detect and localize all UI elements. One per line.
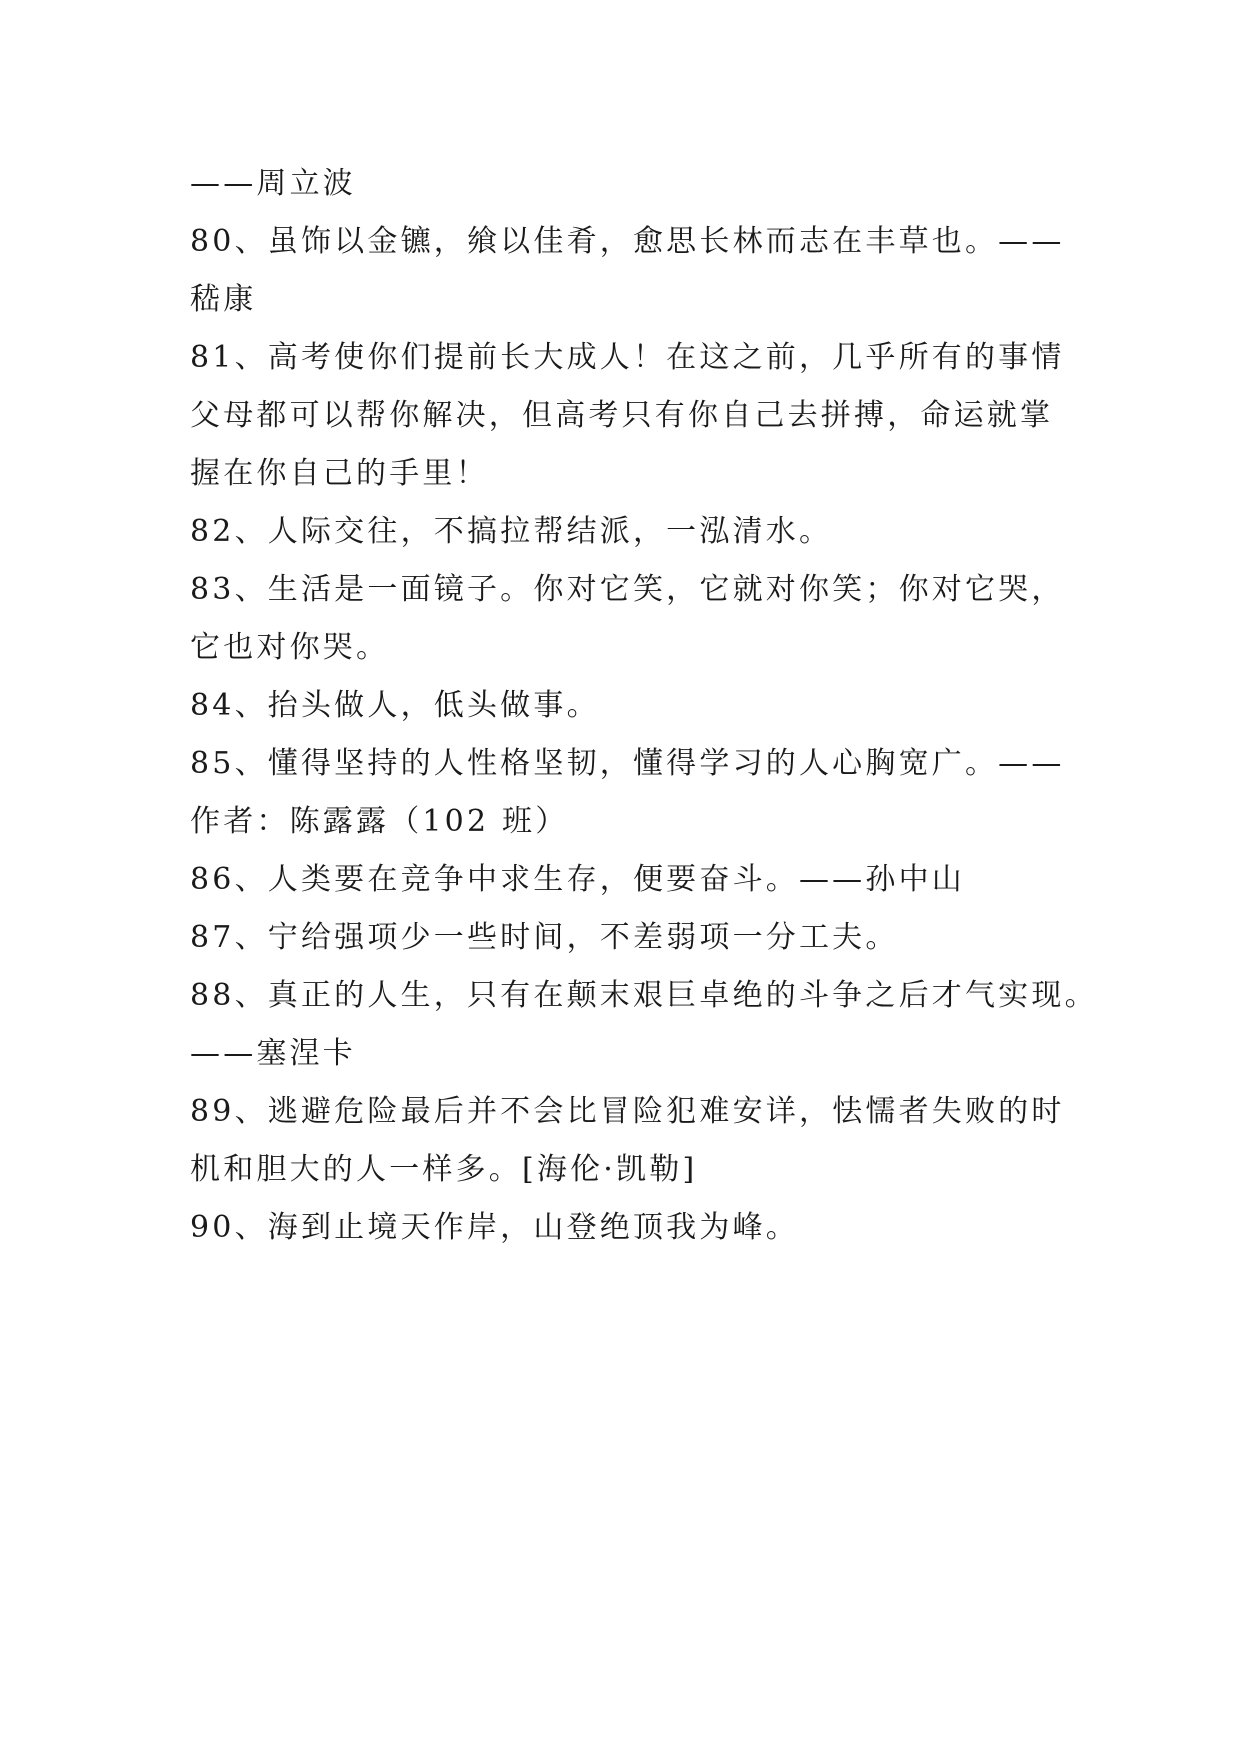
text-line: 83、生活是一面镜子。你对它笑，它就对你笑；你对它哭， [190,572,1065,607]
text-line: 作者：陈露露（102 班） [190,804,569,839]
text-line: 它也对你哭。 [190,630,390,665]
text-line: 84、抬头做人，低头做事。 [190,688,600,723]
text-line: 80、虽饰以金镳，飨以佳肴，愈思长林而志在丰草也。—— [190,224,1065,259]
text-line: 父母都可以帮你解决，但高考只有你自己去拼搏，命运就掌 [190,398,1054,433]
text-line: ——塞涅卡 [190,1036,356,1071]
text-line: 82、人际交往，不搞拉帮结派，一泓清水。 [190,514,833,549]
text-line: 86、人类要在竞争中求生存，便要奋斗。——孙中山 [190,862,965,897]
text-line: 85、懂得坚持的人性格坚韧，懂得学习的人心胸宽广。—— [190,746,1065,781]
text-line: 90、海到止境天作岸，山登绝顶我为峰。 [190,1210,799,1245]
text-line: 嵇康 [190,282,257,317]
text-line: 87、宁给强项少一些时间，不差弱项一分工夫。 [190,920,899,955]
text-line: 89、逃避危险最后并不会比冒险犯难安详，怯懦者失败的时 [190,1094,1065,1129]
text-line: ——周立波 [190,166,356,201]
quote-list [190,155,1098,1257]
text-line: 握在你自己的手里！ [190,456,489,491]
text-line: 88、真正的人生，只有在颠末艰巨卓绝的斗争之后才气实现。 [190,978,1098,1013]
text-line: 机和胆大的人一样多。[海伦·凯勒] [190,1152,698,1187]
text-line: 81、高考使你们提前长大成人！在这之前，几乎所有的事情 [190,340,1065,375]
